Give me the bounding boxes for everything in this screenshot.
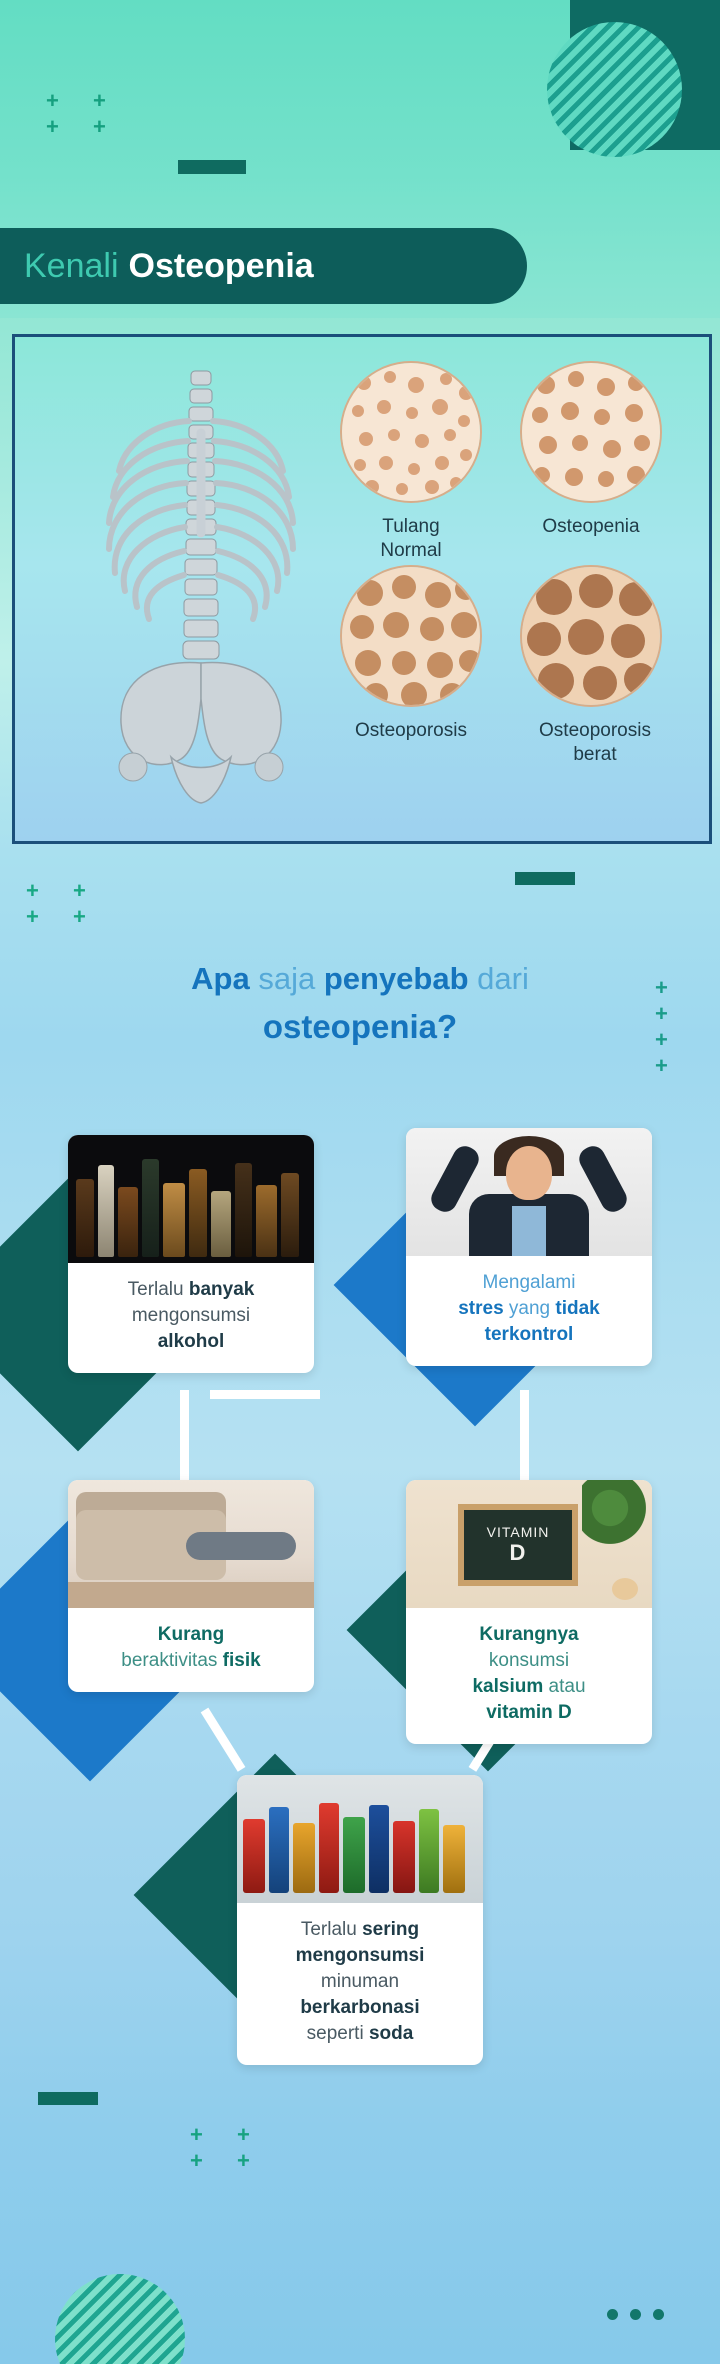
dash-accent-mid (515, 872, 575, 885)
cause-caption-alkohol: Terlalu banyak mengonsumsi alkohol (127, 1279, 255, 1352)
bone-image-tulang-normal (340, 361, 482, 503)
bone-image-osteopenia (520, 361, 662, 503)
cause-caption-aktivitas: Kurang beraktivitas fisik (121, 1624, 261, 1671)
dash-accent-top (178, 160, 246, 174)
page-title-ribbon (0, 228, 527, 304)
vitamin-board-text: VITAMIN D (486, 1524, 550, 1565)
question-line-1: Apa saja penyebab dari (191, 961, 529, 996)
striped-circle-shape (547, 22, 682, 157)
cause-card-alkohol[interactable] (68, 1135, 314, 1373)
bone-image-osteoporosis-berat (520, 565, 662, 707)
person-lying-on-sofa-photo (68, 1480, 314, 1608)
question-heading (0, 955, 720, 1051)
cause-caption-kalsium: Kurangnya konsumsi kalsium atau vitamin D (472, 1624, 586, 1723)
bone-label-osteopenia: Osteopenia (542, 516, 640, 537)
connector-top-horizontal (210, 1390, 320, 1399)
stressed-woman-photo (406, 1128, 652, 1256)
striped-circle-bottom (55, 2274, 185, 2364)
cause-card-kalsium[interactable] (406, 1480, 652, 1744)
bone-label-osteoporosis-berat: Osteoporosis berat (539, 720, 651, 765)
cause-card-soda[interactable] (237, 1775, 483, 2065)
page-title-bold: Osteopenia (128, 246, 314, 285)
cause-card-stres[interactable] (406, 1128, 652, 1366)
plus-pattern-mid-right: + + + + (655, 975, 682, 1078)
bone-image-osteoporosis (340, 565, 482, 707)
plus-pattern-mid-left: + + + + (26, 878, 100, 929)
page-title-light: Kenali (24, 246, 119, 285)
carbonated-drinks-photo (237, 1775, 483, 1903)
cause-caption-stres: Mengalami stres yang tidak terkontrol (458, 1272, 600, 1345)
cause-caption-soda: Terlalu sering mengonsumsi minuman berkarbonasi seperti soda (295, 1919, 425, 2044)
vitamin-d-foods-photo (406, 1480, 652, 1608)
hero-panel (12, 334, 712, 844)
skeleton-illustration (85, 363, 315, 823)
connector-left-diagonal (201, 1708, 246, 1772)
plus-pattern-bottom: + + + + (190, 2122, 264, 2173)
cause-card-aktivitas[interactable] (68, 1480, 314, 1692)
plus-pattern-top: + + + + (46, 88, 120, 139)
alcohol-bottles-photo (68, 1135, 314, 1263)
bone-label-osteoporosis: Osteoporosis (355, 720, 467, 741)
question-line-2: osteopenia? (262, 1008, 458, 1045)
bottom-dots-decoration (607, 2309, 664, 2320)
bone-label-normal: Tulang Normal (380, 516, 442, 561)
dash-accent-bottom (38, 2092, 98, 2105)
